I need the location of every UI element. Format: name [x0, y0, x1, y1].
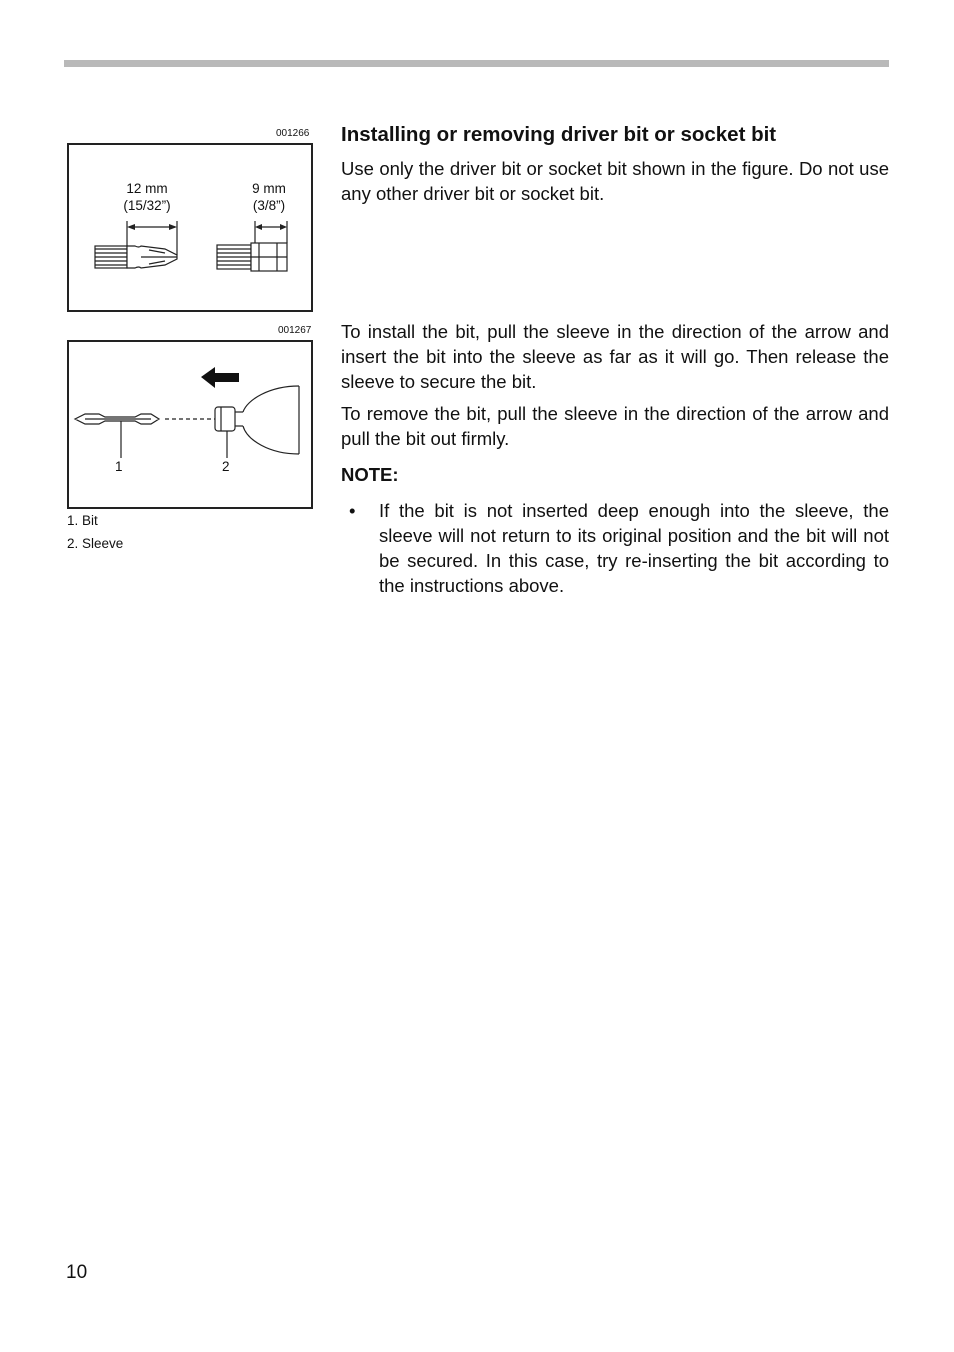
bullet-marker: •: [349, 500, 356, 521]
note-label: NOTE:: [341, 464, 399, 485]
figure-bit-installation: [67, 340, 313, 509]
header-rule: [64, 60, 889, 67]
figure-legend: [67, 509, 123, 555]
section-intro: [341, 122, 889, 206]
intro-paragraph: Use only the driver bit or socket bit shown in the figure. Do not use any other driver bit or socket bit.: [341, 158, 889, 204]
dimension-mm: 9 mm: [252, 181, 286, 196]
figure-bit-dimensions: [67, 143, 313, 312]
remove-paragraph: To remove the bit, pull the sleeve in the direction of the arrow and pull the bit out firmly.: [341, 403, 889, 449]
dimension-inch: (3/8”): [252, 198, 286, 213]
section-instructions: [341, 319, 889, 598]
note-text: If the bit is not inserted deep enough into the sleeve, the sleeve will not return to its original position and the bit will not be secured. In this case, try re-inserting the bit according to the instructions above.: [379, 500, 889, 596]
dimension-inch: (15/32”): [123, 198, 171, 213]
note-bullet-item: [341, 498, 889, 598]
dimension-driver-bit: [107, 180, 187, 214]
callout-bit: 1: [115, 459, 123, 474]
legend-item-bit: 1. Bit: [67, 513, 98, 528]
callout-sleeve: 2: [222, 459, 230, 474]
figure-code: 001266: [276, 128, 310, 139]
install-paragraph: To install the bit, pull the sleeve in the direction of the arrow and insert the bit into the sleeve as far as it will go. Then release the sleeve to secure the bit.: [341, 321, 889, 392]
section-title: Installing or removing driver bit or socket bit: [341, 123, 777, 146]
legend-item-sleeve: 2. Sleeve: [67, 536, 124, 551]
arrow-left-icon: [201, 367, 239, 388]
bit-illustrations: [69, 145, 315, 314]
page-number: 10: [66, 1262, 88, 1283]
figure-code: 001267: [278, 325, 312, 336]
dimension-mm: 12 mm: [126, 181, 168, 196]
dimension-socket-bit: [229, 180, 309, 214]
installation-illustration: [69, 342, 315, 511]
